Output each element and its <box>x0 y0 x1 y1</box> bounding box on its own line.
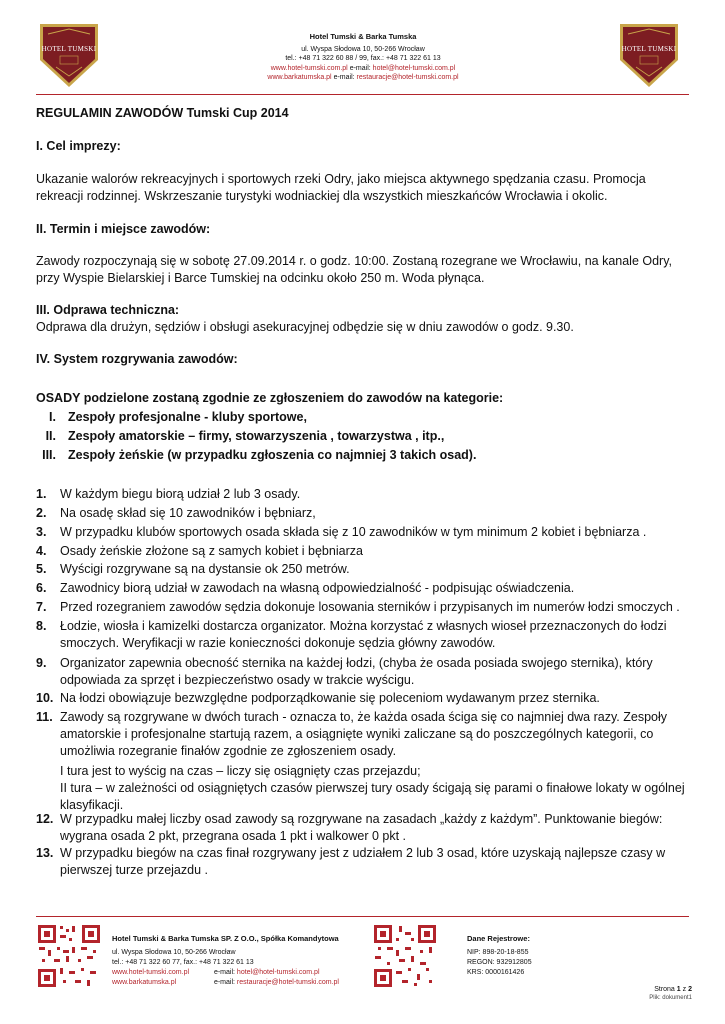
rule-number: 5. <box>36 562 47 576</box>
rule-text: W każdym biegu biorą udział 2 lub 3 osady. <box>60 487 301 501</box>
rule-item <box>36 811 686 845</box>
category-text: Zespoły amatorskie – firmy, stowarzyszenia , towarzystwa , itp., <box>68 429 445 443</box>
document-title: REGULAMIN ZAWODÓW Tumski Cup 2014 <box>36 106 289 120</box>
rule-item <box>36 845 686 879</box>
email-label: e-mail: <box>213 969 235 976</box>
rule-number: 7. <box>36 600 47 614</box>
section-1-heading: I. Cel imprezy: <box>36 139 121 153</box>
rule-text: W przypadku biegów na czas finał rozgrywany jest z udziałem 2 lub 3 osad, które uzyskają najlepsze czasy w pierwszej turze przejazdu . <box>60 846 666 877</box>
rule-number: 1. <box>36 487 47 501</box>
footer-email-link-2[interactable]: restauracje@hotel-tumski.com.pl <box>236 979 339 986</box>
rule-number: 4. <box>36 544 47 558</box>
footer-web-link[interactable]: www.hotel-tumski.com.pl <box>112 969 190 976</box>
rule-number: 9. <box>36 656 47 670</box>
section-3-heading: III. Odprawa techniczna: <box>36 303 180 317</box>
file-name: Plik: dokument1 <box>649 995 692 1001</box>
section-2-heading: II. Termin i miejsce zawodów: <box>36 222 211 236</box>
rule-text: Wyścigi rozgrywane są na dystansie ok 250 metrów. <box>60 562 350 576</box>
letterhead-email-link-2[interactable]: restauracje@hotel-tumski.com.pl <box>356 74 459 81</box>
category-text: Zespoły profesjonalne - kluby sportowe, <box>68 410 307 424</box>
shield-logo-icon <box>616 20 682 90</box>
qr-code-right <box>372 923 438 989</box>
category-number: III. <box>42 448 56 462</box>
tura-2-text: II tura – w zależności od osiągniętych czasów pierwszej tury osady ścigają się parami o finałowe lokaty w ogólnej klasyfikacji. <box>60 781 685 812</box>
letterhead-name: Hotel Tumski & Barka Tumska <box>309 32 417 41</box>
hotel-logo-right <box>616 20 682 90</box>
page-label: Strona <box>654 986 675 993</box>
rule-item <box>36 709 686 814</box>
rule-text: W przypadku klubów sportowych osada składa się z 10 zawodników w tym minimum 2 kobiet i bębniarza . <box>60 525 647 539</box>
rule-number: 3. <box>36 525 47 539</box>
section-3-text: Odprawa dla drużyn, sędziów i obsługi asekuracyjnej odbędzie się w dniu zawodów o godz. 9.30. <box>36 320 574 334</box>
section-1-text: Ukazanie walorów rekreacyjnych i sportowych rzeki Odry, jako miejsca aktywnego spędzania czasu. Promocja rekreacji rodzinnej. Wskrzeszanie turystyki wodniackiej dla wszystkich mieszkańców Wrocławia i okolic. <box>36 172 646 203</box>
rule-text: Na osadę skład się 10 zawodników i bębniarz, <box>60 506 316 520</box>
rule-item <box>36 505 686 522</box>
email-label: e-mail: <box>333 74 355 81</box>
letterhead-address: ul. Wyspa Słodowa 10, 50-266 Wrocław <box>301 45 425 53</box>
tura-1-text: I tura jest to wyścig na czas – liczy się osiągnięty czas przejazdu; <box>60 764 421 778</box>
email-label: e-mail: <box>349 64 371 72</box>
qr-code-icon <box>36 923 102 989</box>
rule-item <box>36 655 686 689</box>
category-number: II. <box>45 429 56 443</box>
page-current: 1 <box>676 986 681 993</box>
letterhead-web-link[interactable]: www.hotel-tumski.com.pl <box>270 64 348 72</box>
page-number-block <box>649 985 692 1003</box>
qr-code-icon <box>372 923 438 989</box>
hotel-logo-left <box>36 20 102 90</box>
header-divider <box>36 94 689 95</box>
registration-nip: NIP: 898-20-18-855 <box>467 949 529 956</box>
rule-number: 2. <box>36 506 47 520</box>
letterhead-email-link[interactable]: hotel@hotel-tumski.com.pl <box>372 64 456 72</box>
footer-company-block <box>112 934 372 988</box>
letterhead <box>230 32 496 83</box>
section-4-heading: IV. System rozgrywania zawodów: <box>36 352 238 366</box>
footer-phone: tel.: +48 71 322 60 77, fax.: +48 71 322 61 13 <box>112 959 254 966</box>
osady-heading: OSADY podzielone zostaną zgodnie ze zgłoszeniem do zawodów na kategorie: <box>36 391 504 405</box>
rule-item <box>36 486 686 503</box>
rule-number: 13. <box>36 846 54 860</box>
rule-text: Łodzie, wiosła i kamizelki dostarcza organizator. Można korzystać z własnych wioseł przeznaczonych do łodzi smoczych. Weryfikacji w razie konieczności dokonuje sędzia główny zawodów. <box>60 619 667 650</box>
rule-text: Przed rozegraniem zawodów sędzia dokonuje losowania sterników i przypisanych im numerów łodzi smoczych . <box>60 600 680 614</box>
registration-regon: REGON: 932912805 <box>467 959 532 966</box>
rule-number: 11. <box>36 710 53 724</box>
category-item <box>36 446 476 464</box>
category-text: Zespoły żeńskie (w przypadku zgłoszenia co najmniej 3 takich osad). <box>68 448 477 462</box>
logo-text: HOTEL TUMSKI <box>621 45 677 53</box>
footer-web-link-2[interactable]: www.barkatumska.pl <box>112 979 177 986</box>
rule-item <box>36 524 686 541</box>
rule-text: Na łodzi obowiązuje bezwzględne podporządkowanie się poleceniom wydawanym przez sternika. <box>60 691 600 705</box>
letterhead-web-link-2[interactable]: www.barkatumska.pl <box>267 74 332 81</box>
logo-text: HOTEL TUMSKI <box>41 45 97 53</box>
registration-krs: KRS: 0000161426 <box>467 969 525 976</box>
rule-text: Zawodnicy biorą udział w zawodach na własną odpowiedzialność - podpisując oświadczenia. <box>60 581 575 595</box>
rule-number: 12. <box>36 812 54 826</box>
rule-item <box>36 561 686 578</box>
page-total: 2 <box>688 986 692 993</box>
rule-item <box>36 599 686 616</box>
rule-number: 8. <box>36 619 47 633</box>
rule-text: Organizator zapewnia obecność sternika na każdej łodzi, (chyba że osada posiada swojego sternika), który odpowiada za sprzęt i bezpieczeństwo osady w trakcie wyścigu. <box>60 656 653 687</box>
footer-company-name: Hotel Tumski & Barka Tumska SP. Z O.O., Spółka Komandytowa <box>112 934 339 943</box>
rule-item <box>36 690 686 707</box>
letterhead-phone: tel.: +48 71 322 60 88 / 99, fax.: +48 71 322 61 13 <box>285 55 441 62</box>
rule-text: Osady żeńskie złożone są z samych kobiet i bębniarza <box>60 544 363 558</box>
rule-text: Zawody są rozgrywane w dwóch turach - oznacza to, że każda osada ściga się co najmniej dwa razy. Zespoły amatorskie i profesjonalne startują razem, a osiągnięte wyniki zaliczane są do poszczególnych kategorii, co umożliwia rozegranie finałów zgodnie ze zgłoszeniem osady. <box>60 710 668 758</box>
category-number: I. <box>49 410 56 424</box>
footer-divider <box>36 916 689 917</box>
page-of: z <box>682 986 687 993</box>
rule-item <box>36 543 686 560</box>
footer-address: ul. Wyspa Słodowa 10, 50-266 Wrocław <box>112 949 236 956</box>
shield-logo-icon <box>36 20 102 90</box>
rule-item <box>36 618 686 652</box>
category-item <box>36 408 307 426</box>
section-2-text: Zawody rozpoczynają się w sobotę 27.09.2014 r. o godz. 10:00. Zostaną rozegrane we Wrocławiu, na kanale Odry, przy Wyspie Bielarskiej i Barce Tumskiej na odcinku około 250 m. Woda płynąca. <box>36 254 673 285</box>
qr-code-left <box>36 923 102 989</box>
rule-number: 10. <box>36 691 54 705</box>
rule-item <box>36 580 686 597</box>
email-label: e-mail: <box>213 979 235 986</box>
rule-text: W przypadku małej liczby osad zawody są rozgrywane na zasadach „każdy z każdym”. Punktowanie biegów: wygrana osada 2 pkt, przegrana osada 1 pkt i walkower 0 pkt . <box>60 812 663 843</box>
footer-registration-block <box>467 934 607 978</box>
footer-email-link[interactable]: hotel@hotel-tumski.com.pl <box>236 969 320 976</box>
category-item <box>36 427 444 445</box>
rule-number: 6. <box>36 581 47 595</box>
registration-heading: Dane Rejestrowe: <box>467 934 530 943</box>
